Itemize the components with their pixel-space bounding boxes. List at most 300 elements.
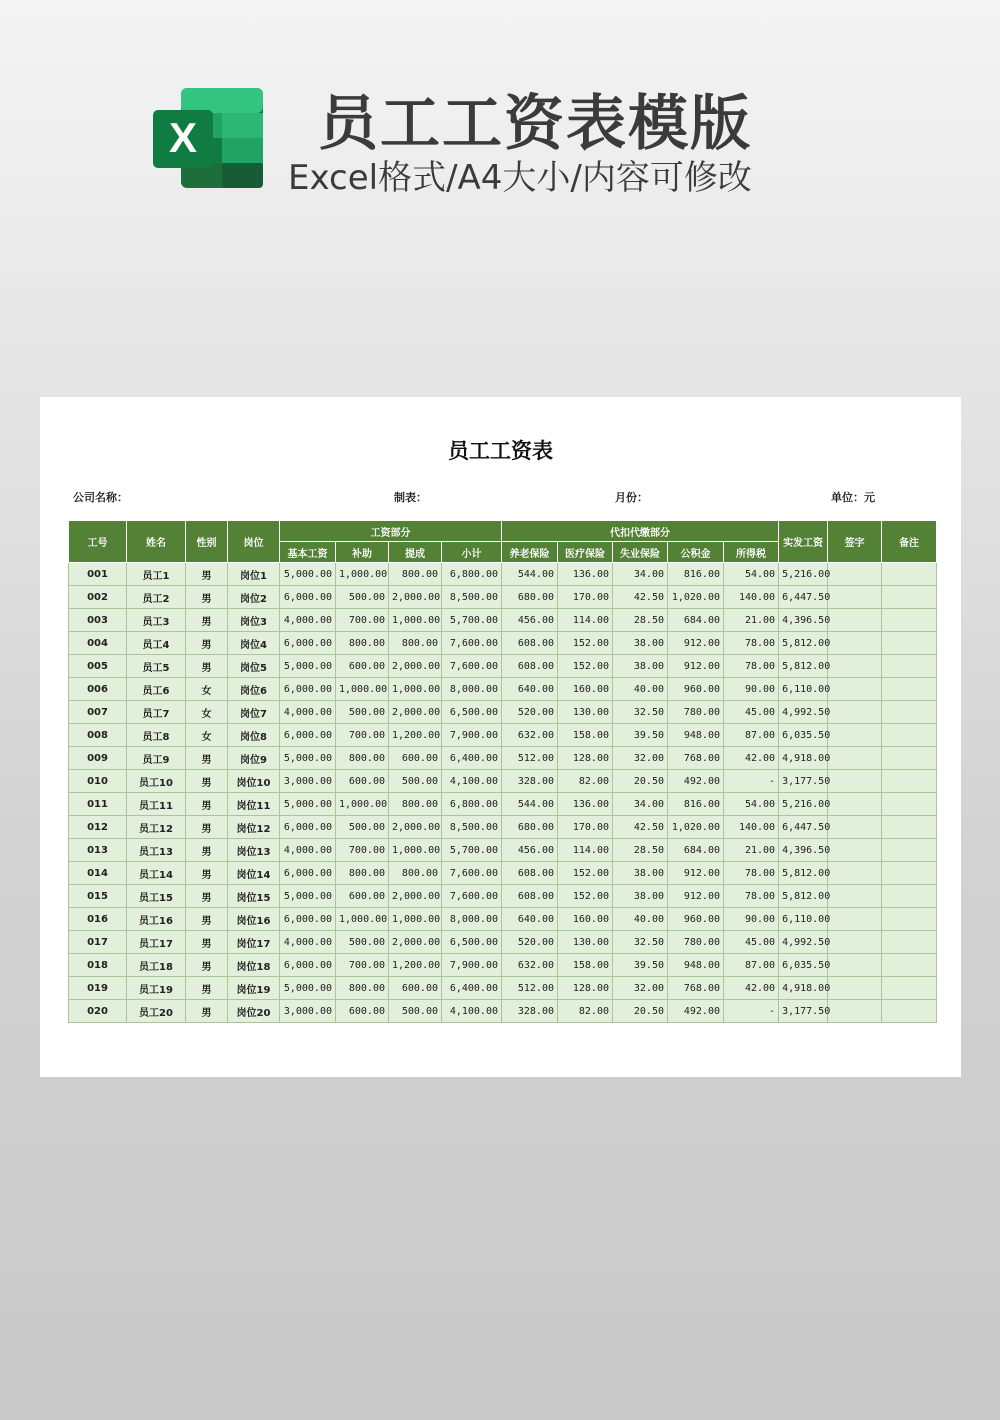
cell-subsidy: 600.00 <box>336 885 389 908</box>
cell-commission: 800.00 <box>389 632 442 655</box>
cell-gender: 男 <box>186 609 228 632</box>
cell-medical: 130.00 <box>558 701 613 724</box>
cell-tax: 87.00 <box>724 954 779 977</box>
cell-post: 岗位1 <box>228 563 280 586</box>
table-row <box>69 563 937 586</box>
cell-gender: 男 <box>186 770 228 793</box>
cell-pension: 328.00 <box>502 1000 558 1023</box>
cell-unemployment: 42.50 <box>613 816 668 839</box>
cell-subsidy: 700.00 <box>336 609 389 632</box>
cell-subtotal: 7,600.00 <box>442 632 502 655</box>
cell-name: 员工16 <box>127 908 186 931</box>
cell-pension: 680.00 <box>502 586 558 609</box>
table-row <box>69 724 937 747</box>
cell-tax: 87.00 <box>724 724 779 747</box>
cell-unemployment: 38.00 <box>613 885 668 908</box>
cell-unemployment: 39.50 <box>613 954 668 977</box>
cell-sign[interactable] <box>828 724 882 747</box>
cell-id: 007 <box>69 701 127 724</box>
cell-fund: 912.00 <box>668 632 724 655</box>
header-commission: 提成 <box>389 542 442 563</box>
cell-medical: 136.00 <box>558 563 613 586</box>
cell-fund: 768.00 <box>668 747 724 770</box>
cell-subtotal: 8,500.00 <box>442 586 502 609</box>
cell-name: 员工5 <box>127 655 186 678</box>
cell-commission: 1,200.00 <box>389 954 442 977</box>
cell-medical: 114.00 <box>558 839 613 862</box>
cell-medical: 152.00 <box>558 862 613 885</box>
cell-commission: 1,200.00 <box>389 724 442 747</box>
cell-pension: 520.00 <box>502 931 558 954</box>
cell-sign[interactable] <box>828 908 882 931</box>
table-row <box>69 793 937 816</box>
cell-subsidy: 500.00 <box>336 701 389 724</box>
cell-subsidy: 500.00 <box>336 931 389 954</box>
excel-logo-icon <box>153 88 263 188</box>
cell-id: 015 <box>69 885 127 908</box>
cell-remark[interactable] <box>882 816 937 839</box>
cell-remark[interactable] <box>882 609 937 632</box>
cell-unemployment: 34.00 <box>613 563 668 586</box>
cell-net: 6,110.00 <box>779 678 828 701</box>
cell-medical: 152.00 <box>558 885 613 908</box>
cell-subsidy: 600.00 <box>336 655 389 678</box>
cell-unemployment: 20.50 <box>613 770 668 793</box>
cell-subtotal: 8,000.00 <box>442 908 502 931</box>
cell-gender: 男 <box>186 908 228 931</box>
table-row <box>69 655 937 678</box>
cell-remark[interactable] <box>882 839 937 862</box>
cell-unemployment: 28.50 <box>613 609 668 632</box>
cell-net: 5,812.00 <box>779 655 828 678</box>
cell-unemployment: 20.50 <box>613 1000 668 1023</box>
cell-net: 5,216.00 <box>779 793 828 816</box>
cell-id: 010 <box>69 770 127 793</box>
cell-pension: 456.00 <box>502 839 558 862</box>
cell-medical: 160.00 <box>558 678 613 701</box>
header-tax: 所得税 <box>724 542 779 563</box>
cell-pension: 512.00 <box>502 977 558 1000</box>
cell-post: 岗位8 <box>228 724 280 747</box>
cell-base: 4,000.00 <box>280 931 336 954</box>
cell-base: 3,000.00 <box>280 770 336 793</box>
table-row <box>69 770 937 793</box>
cell-commission: 1,000.00 <box>389 609 442 632</box>
cell-medical: 152.00 <box>558 655 613 678</box>
cell-name: 员工15 <box>127 885 186 908</box>
company-label: 公司名称： <box>73 491 128 504</box>
cell-id: 017 <box>69 931 127 954</box>
page-subtitle: Excel格式/A4大小/内容可修改 <box>288 158 752 198</box>
cell-id: 018 <box>69 954 127 977</box>
cell-sign[interactable] <box>828 931 882 954</box>
cell-base: 4,000.00 <box>280 701 336 724</box>
cell-base: 6,000.00 <box>280 724 336 747</box>
cell-fund: 816.00 <box>668 563 724 586</box>
cell-medical: 170.00 <box>558 586 613 609</box>
cell-remark[interactable] <box>882 793 937 816</box>
cell-id: 008 <box>69 724 127 747</box>
cell-sign[interactable] <box>828 862 882 885</box>
sheet-title: 员工工资表 <box>448 439 553 463</box>
header-base: 基本工资 <box>280 542 336 563</box>
cell-id: 006 <box>69 678 127 701</box>
header-unemployment: 失业保险 <box>613 542 668 563</box>
cell-post: 岗位7 <box>228 701 280 724</box>
cell-gender: 男 <box>186 1000 228 1023</box>
cell-post: 岗位13 <box>228 839 280 862</box>
cell-net: 4,992.50 <box>779 701 828 724</box>
cell-sign[interactable] <box>828 563 882 586</box>
table-row <box>69 747 937 770</box>
cell-remark[interactable] <box>882 724 937 747</box>
cell-remark[interactable] <box>882 747 937 770</box>
cell-name: 员工18 <box>127 954 186 977</box>
cell-base: 6,000.00 <box>280 632 336 655</box>
cell-gender: 男 <box>186 885 228 908</box>
cell-remark[interactable] <box>882 954 937 977</box>
cell-post: 岗位10 <box>228 770 280 793</box>
cell-unemployment: 32.00 <box>613 747 668 770</box>
cell-name: 员工20 <box>127 1000 186 1023</box>
cell-net: 4,918.00 <box>779 747 828 770</box>
cell-medical: 82.00 <box>558 1000 613 1023</box>
header-name: 姓名 <box>127 521 186 563</box>
cell-remark[interactable] <box>882 655 937 678</box>
cell-name: 员工8 <box>127 724 186 747</box>
cell-tax: 78.00 <box>724 862 779 885</box>
cell-medical: 170.00 <box>558 816 613 839</box>
cell-unemployment: 38.00 <box>613 862 668 885</box>
cell-sign[interactable] <box>828 793 882 816</box>
cell-sign[interactable] <box>828 816 882 839</box>
cell-unemployment: 38.00 <box>613 655 668 678</box>
header-id: 工号 <box>69 521 127 563</box>
cell-commission: 500.00 <box>389 1000 442 1023</box>
cell-pension: 608.00 <box>502 862 558 885</box>
cell-sign[interactable] <box>828 770 882 793</box>
cell-subsidy: 1,000.00 <box>336 908 389 931</box>
header-net: 实发工资 <box>779 521 828 563</box>
cell-net: 6,035.50 <box>779 954 828 977</box>
cell-base: 5,000.00 <box>280 885 336 908</box>
cell-base: 3,000.00 <box>280 1000 336 1023</box>
header-post: 岗位 <box>228 521 280 563</box>
cell-subtotal: 8,500.00 <box>442 816 502 839</box>
cell-id: 016 <box>69 908 127 931</box>
cell-id: 002 <box>69 586 127 609</box>
page-title: 员工工资表模版 <box>318 89 752 159</box>
cell-post: 岗位2 <box>228 586 280 609</box>
cell-remark[interactable] <box>882 977 937 1000</box>
cell-subsidy: 500.00 <box>336 816 389 839</box>
cell-gender: 男 <box>186 931 228 954</box>
cell-pension: 680.00 <box>502 816 558 839</box>
cell-fund: 492.00 <box>668 770 724 793</box>
cell-gender: 男 <box>186 655 228 678</box>
cell-subsidy: 800.00 <box>336 977 389 1000</box>
cell-post: 岗位14 <box>228 862 280 885</box>
cell-base: 5,000.00 <box>280 563 336 586</box>
table-row <box>69 678 937 701</box>
cell-post: 岗位19 <box>228 977 280 1000</box>
cell-subsidy: 800.00 <box>336 747 389 770</box>
cell-commission: 2,000.00 <box>389 931 442 954</box>
cell-commission: 600.00 <box>389 977 442 1000</box>
cell-gender: 女 <box>186 724 228 747</box>
header-gender: 性别 <box>186 521 228 563</box>
cell-sign[interactable] <box>828 701 882 724</box>
cell-tax: 90.00 <box>724 908 779 931</box>
cell-commission: 500.00 <box>389 770 442 793</box>
cell-tax: 42.00 <box>724 977 779 1000</box>
cell-commission: 2,000.00 <box>389 586 442 609</box>
table-row <box>69 885 937 908</box>
cell-tax: 140.00 <box>724 586 779 609</box>
cell-unemployment: 38.00 <box>613 632 668 655</box>
table-row <box>69 862 937 885</box>
cell-sign[interactable] <box>828 747 882 770</box>
cell-net: 3,177.50 <box>779 1000 828 1023</box>
cell-net: 5,812.00 <box>779 885 828 908</box>
cell-pension: 456.00 <box>502 609 558 632</box>
cell-base: 5,000.00 <box>280 793 336 816</box>
cell-name: 员工10 <box>127 770 186 793</box>
cell-fund: 1,020.00 <box>668 816 724 839</box>
cell-net: 4,396.50 <box>779 609 828 632</box>
table-row <box>69 701 937 724</box>
table-row <box>69 609 937 632</box>
cell-fund: 912.00 <box>668 862 724 885</box>
cell-commission: 800.00 <box>389 563 442 586</box>
cell-subsidy: 700.00 <box>336 724 389 747</box>
cell-commission: 1,000.00 <box>389 678 442 701</box>
cell-tax: - <box>724 770 779 793</box>
header-subsidy: 补助 <box>336 542 389 563</box>
cell-gender: 男 <box>186 586 228 609</box>
cell-base: 6,000.00 <box>280 816 336 839</box>
cell-gender: 男 <box>186 563 228 586</box>
cell-net: 6,447.50 <box>779 816 828 839</box>
spreadsheet-preview <box>40 397 961 1077</box>
cell-sign[interactable] <box>828 1000 882 1023</box>
cell-tax: 45.00 <box>724 701 779 724</box>
banner <box>0 0 1000 220</box>
cell-subtotal: 7,600.00 <box>442 862 502 885</box>
salary-table <box>68 520 937 1023</box>
cell-name: 员工19 <box>127 977 186 1000</box>
cell-pension: 608.00 <box>502 885 558 908</box>
cell-remark[interactable] <box>882 885 937 908</box>
cell-tax: 90.00 <box>724 678 779 701</box>
cell-id: 011 <box>69 793 127 816</box>
cell-subtotal: 7,600.00 <box>442 655 502 678</box>
cell-net: 5,812.00 <box>779 862 828 885</box>
cell-medical: 82.00 <box>558 770 613 793</box>
cell-fund: 960.00 <box>668 908 724 931</box>
cell-name: 员工13 <box>127 839 186 862</box>
cell-post: 岗位4 <box>228 632 280 655</box>
cell-subsidy: 1,000.00 <box>336 793 389 816</box>
cell-subsidy: 600.00 <box>336 1000 389 1023</box>
cell-fund: 780.00 <box>668 701 724 724</box>
cell-gender: 男 <box>186 839 228 862</box>
cell-sign[interactable] <box>828 885 882 908</box>
cell-name: 员工17 <box>127 931 186 954</box>
cell-medical: 136.00 <box>558 793 613 816</box>
cell-sign[interactable] <box>828 954 882 977</box>
cell-subsidy: 800.00 <box>336 862 389 885</box>
cell-gender: 男 <box>186 793 228 816</box>
cell-name: 员工2 <box>127 586 186 609</box>
cell-sign[interactable] <box>828 609 882 632</box>
cell-fund: 960.00 <box>668 678 724 701</box>
table-row <box>69 954 937 977</box>
cell-remark[interactable] <box>882 632 937 655</box>
cell-base: 5,000.00 <box>280 655 336 678</box>
cell-fund: 1,020.00 <box>668 586 724 609</box>
cell-remark[interactable] <box>882 770 937 793</box>
cell-remark[interactable] <box>882 1000 937 1023</box>
cell-unemployment: 28.50 <box>613 839 668 862</box>
cell-remark[interactable] <box>882 563 937 586</box>
cell-id: 013 <box>69 839 127 862</box>
cell-fund: 684.00 <box>668 839 724 862</box>
cell-unemployment: 40.00 <box>613 678 668 701</box>
cell-tax: 78.00 <box>724 655 779 678</box>
cell-base: 6,000.00 <box>280 954 336 977</box>
cell-net: 5,812.00 <box>779 632 828 655</box>
cell-sign[interactable] <box>828 655 882 678</box>
cell-id: 009 <box>69 747 127 770</box>
cell-medical: 158.00 <box>558 724 613 747</box>
cell-fund: 768.00 <box>668 977 724 1000</box>
cell-medical: 130.00 <box>558 931 613 954</box>
cell-subsidy: 800.00 <box>336 632 389 655</box>
cell-tax: 21.00 <box>724 609 779 632</box>
cell-base: 6,000.00 <box>280 908 336 931</box>
cell-name: 员工11 <box>127 793 186 816</box>
cell-pension: 512.00 <box>502 747 558 770</box>
cell-fund: 684.00 <box>668 609 724 632</box>
cell-net: 4,992.50 <box>779 931 828 954</box>
cell-subtotal: 6,800.00 <box>442 793 502 816</box>
cell-name: 员工9 <box>127 747 186 770</box>
table-row <box>69 816 937 839</box>
cell-net: 6,035.50 <box>779 724 828 747</box>
cell-id: 020 <box>69 1000 127 1023</box>
cell-tax: 54.00 <box>724 563 779 586</box>
cell-subtotal: 6,800.00 <box>442 563 502 586</box>
cell-net: 5,216.00 <box>779 563 828 586</box>
cell-subsidy: 1,000.00 <box>336 563 389 586</box>
cell-subsidy: 700.00 <box>336 839 389 862</box>
cell-subtotal: 6,400.00 <box>442 977 502 1000</box>
cell-name: 员工3 <box>127 609 186 632</box>
cell-pension: 632.00 <box>502 954 558 977</box>
cell-id: 019 <box>69 977 127 1000</box>
cell-id: 014 <box>69 862 127 885</box>
cell-net: 6,110.00 <box>779 908 828 931</box>
cell-fund: 948.00 <box>668 954 724 977</box>
cell-pension: 608.00 <box>502 655 558 678</box>
cell-sign[interactable] <box>828 586 882 609</box>
cell-post: 岗位15 <box>228 885 280 908</box>
header-wage-group: 工资部分 <box>280 521 502 542</box>
cell-unemployment: 32.50 <box>613 701 668 724</box>
table-row <box>69 586 937 609</box>
cell-sign[interactable] <box>828 839 882 862</box>
cell-name: 员工1 <box>127 563 186 586</box>
cell-pension: 640.00 <box>502 908 558 931</box>
cell-commission: 1,000.00 <box>389 908 442 931</box>
cell-pension: 328.00 <box>502 770 558 793</box>
cell-commission: 800.00 <box>389 793 442 816</box>
cell-unemployment: 39.50 <box>613 724 668 747</box>
cell-remark[interactable] <box>882 931 937 954</box>
cell-fund: 948.00 <box>668 724 724 747</box>
cell-name: 员工12 <box>127 816 186 839</box>
cell-base: 4,000.00 <box>280 609 336 632</box>
cell-subtotal: 6,400.00 <box>442 747 502 770</box>
cell-sign[interactable] <box>828 632 882 655</box>
cell-post: 岗位12 <box>228 816 280 839</box>
cell-sign[interactable] <box>828 977 882 1000</box>
cell-name: 员工14 <box>127 862 186 885</box>
cell-medical: 114.00 <box>558 609 613 632</box>
cell-fund: 780.00 <box>668 931 724 954</box>
cell-subsidy: 500.00 <box>336 586 389 609</box>
cell-medical: 158.00 <box>558 954 613 977</box>
cell-subtotal: 5,700.00 <box>442 839 502 862</box>
cell-post: 岗位3 <box>228 609 280 632</box>
maker-label: 制表： <box>394 491 427 504</box>
cell-id: 004 <box>69 632 127 655</box>
table-body <box>69 563 937 1023</box>
table-row <box>69 908 937 931</box>
cell-remark[interactable] <box>882 586 937 609</box>
cell-remark[interactable] <box>882 862 937 885</box>
cell-gender: 男 <box>186 632 228 655</box>
cell-id: 001 <box>69 563 127 586</box>
cell-unemployment: 34.00 <box>613 793 668 816</box>
cell-gender: 男 <box>186 954 228 977</box>
cell-pension: 520.00 <box>502 701 558 724</box>
cell-subsidy: 600.00 <box>336 770 389 793</box>
cell-sign[interactable] <box>828 678 882 701</box>
cell-subtotal: 7,600.00 <box>442 885 502 908</box>
cell-remark[interactable] <box>882 701 937 724</box>
cell-subtotal: 4,100.00 <box>442 1000 502 1023</box>
header-pension: 养老保险 <box>502 542 558 563</box>
cell-post: 岗位18 <box>228 954 280 977</box>
cell-remark[interactable] <box>882 908 937 931</box>
header-medical: 医疗保险 <box>558 542 613 563</box>
cell-pension: 544.00 <box>502 563 558 586</box>
cell-remark[interactable] <box>882 678 937 701</box>
cell-tax: 78.00 <box>724 885 779 908</box>
cell-name: 员工7 <box>127 701 186 724</box>
table-row <box>69 839 937 862</box>
cell-gender: 男 <box>186 977 228 1000</box>
cell-net: 6,447.50 <box>779 586 828 609</box>
cell-base: 6,000.00 <box>280 678 336 701</box>
cell-post: 岗位5 <box>228 655 280 678</box>
cell-gender: 男 <box>186 862 228 885</box>
header-subtotal: 小计 <box>442 542 502 563</box>
cell-tax: 54.00 <box>724 793 779 816</box>
cell-post: 岗位6 <box>228 678 280 701</box>
